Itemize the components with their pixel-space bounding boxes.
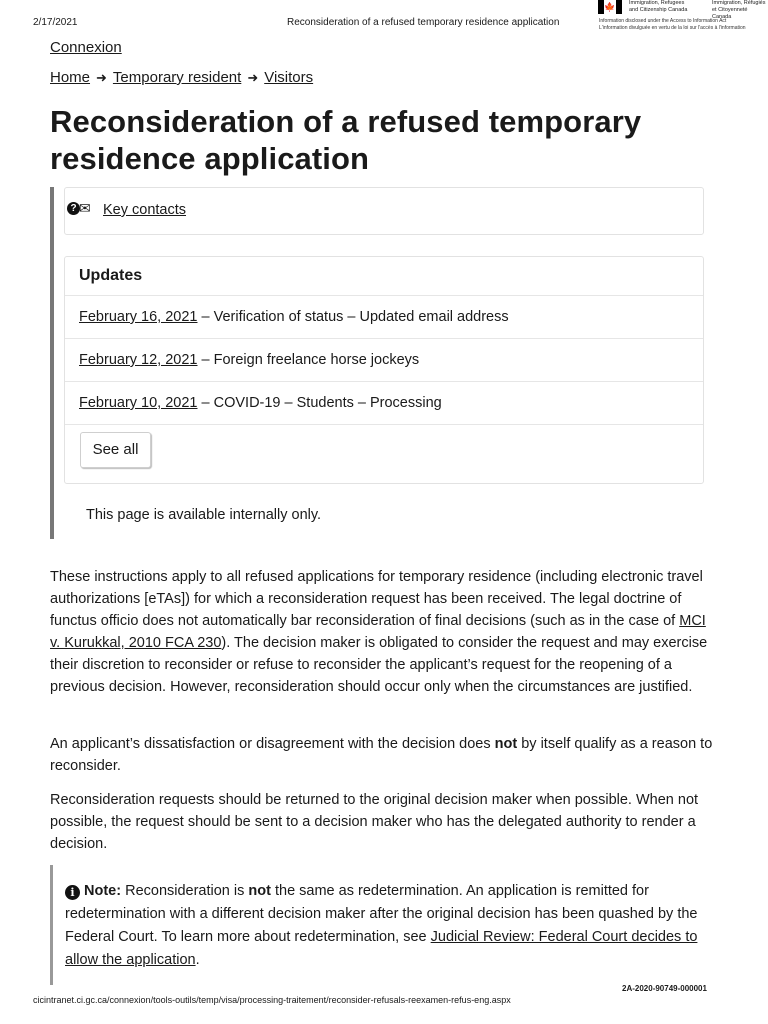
- key-contacts-panel: [64, 187, 704, 235]
- ircc-signature: [598, 0, 768, 38]
- document-id: 2A-2020-90749-000001: [622, 984, 707, 993]
- site-name-link[interactable]: Connexion: [50, 39, 122, 56]
- key-contacts-link[interactable]: Key contacts: [103, 202, 187, 218]
- footer-url: cicintranet.ci.gc.ca/connexion/tools-outils/temp/visa/processing-traitement/reconsider-refusals-reexamen-refus-eng.aspx: [33, 995, 511, 1005]
- update-item: [65, 382, 703, 425]
- update-item: [65, 296, 703, 339]
- breadcrumb-temporary-resident[interactable]: Temporary resident: [112, 69, 242, 86]
- note-rule: [50, 865, 53, 985]
- intro-paragraph: These instructions apply to all refused applications for temporary residence (including electronic travel authorizations [eTAs]) for which a reconsideration request has been received. The legal doctrine of functus officio does not automatically bar reconsideration of final decisions (such as in the case of MCI v. Kurukkal, 2010 FCA 230). The decision maker is obligated to consider the request and may exercise their discretion to reconsider or refuse to reconsider the applicant’s request for the reopening of a previous decision. However, reconsideration should occur only when the circumstances are justified.: [50, 569, 708, 695]
- ati-disclosure: Information disclosed under the Access to Information Act L'information divulguée en vertu de la loi sur l'accès à l'information: [599, 18, 746, 31]
- update-text: – COVID-19 – Students – Processing: [197, 395, 442, 411]
- arrow-right-icon: ➜: [96, 69, 107, 85]
- contact-envelope-icon: ? ✉: [67, 200, 91, 217]
- breadcrumb-visitors[interactable]: Visitors: [264, 69, 314, 86]
- updates-heading: Updates: [65, 257, 703, 296]
- print-header: [0, 0, 768, 40]
- canada-flag-icon: 🍁: [598, 0, 622, 14]
- update-date-link[interactable]: February 10, 2021: [79, 395, 198, 411]
- dissatisfaction-paragraph: An applicant’s dissatisfaction or disagreement with the decision does not by itself qualify as a reason to reconsider.: [50, 736, 713, 774]
- arrow-right-icon: ➜: [247, 69, 259, 85]
- dept-name-en: Immigration, Refugees and Citizenship Canada: [629, 0, 688, 13]
- breadcrumb: [50, 69, 313, 86]
- updates-panel: [64, 256, 704, 484]
- note-label: Note:: [84, 883, 122, 899]
- print-date: 2/17/2021: [33, 17, 78, 28]
- breadcrumb-home[interactable]: Home: [50, 69, 91, 86]
- return-paragraph: Reconsideration requests should be returned to the original decision maker when possible. When not possible, the request should be sent to a decision maker who has the delegated authority to render a decision.: [50, 792, 699, 852]
- update-item: [65, 339, 703, 382]
- update-date-link[interactable]: February 12, 2021: [79, 352, 198, 368]
- print-title: Reconsideration of a refused temporary residence application: [287, 17, 560, 28]
- see-all-button[interactable]: See all: [80, 432, 151, 468]
- note-box: i Note: Reconsideration is not the same as redetermination. An application is remitted for redetermination with a different decision maker after the original decision has been quashed by the Federal Court. To learn more about redetermination, see Judicial Review: Federal Court decides to allow the application.: [65, 883, 698, 968]
- dept-name-fr: Immigration, Réfugiés et Citoyenneté Canada: [712, 0, 766, 20]
- internal-notice: This page is available internally only.: [86, 507, 322, 523]
- judicial-review-link[interactable]: Judicial Review: Federal Court decides to allow the application: [65, 929, 698, 968]
- update-text: – Verification of status – Updated email address: [197, 309, 509, 325]
- update-text: – Foreign freelance horse jockeys: [197, 352, 420, 368]
- update-date-link[interactable]: February 16, 2021: [79, 309, 198, 325]
- info-icon: i: [65, 885, 80, 900]
- sidebar-rule: [50, 187, 54, 539]
- kurukkal-case-link[interactable]: MCI v. Kurukkal, 2010 FCA 230: [50, 613, 706, 651]
- page-title: Reconsideration of a refused temporary residence application: [50, 104, 642, 176]
